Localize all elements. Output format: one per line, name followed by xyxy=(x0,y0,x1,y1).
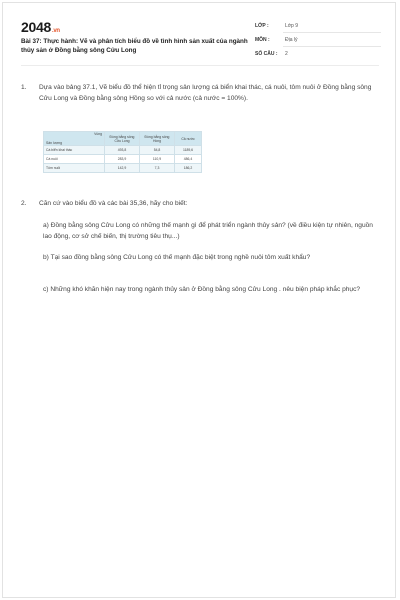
table-header-row xyxy=(44,132,202,146)
table-cell: 110,9 xyxy=(140,155,175,164)
data-table xyxy=(43,131,202,173)
meta-count-value: 2 xyxy=(285,51,288,57)
question-2-part-c: c) Những khó khăn hiện nay trong ngành thủy sản ở Đồng bằng sông Cửu Long . nêu biện pháp khắc phục? xyxy=(43,286,361,293)
table-cell: 493,8 xyxy=(105,146,140,155)
logo-tld: .vn xyxy=(51,28,60,34)
table-row xyxy=(44,164,202,173)
corner-bottom-label: Sản lượng xyxy=(46,141,62,145)
meta-class-value: Lớp 9 xyxy=(285,23,299,29)
table-cell: 142,9 xyxy=(105,164,140,173)
header-divider xyxy=(21,65,379,66)
table-row xyxy=(44,146,202,155)
question-1 xyxy=(21,83,381,104)
table-cell: 486,4 xyxy=(175,155,202,164)
meta-class xyxy=(255,19,381,33)
question-number: 2. xyxy=(21,200,27,207)
question-2-part-a: a) Đồng bằng sông Cửu Long có những thế mạnh gì để phát triển ngành thủy sản? (về điều kiện tự nhiên, nguồn lao động, cơ sở chế biến, thị trường tiêu thụ...) xyxy=(43,222,373,240)
table-corner-cell xyxy=(44,132,105,146)
question-2 xyxy=(21,199,381,210)
column-header: Đồng bằng sông Hồng xyxy=(140,132,175,146)
meta-class-label: LỚP : xyxy=(255,23,269,29)
table-cell: 54,8 xyxy=(140,146,175,155)
document-page xyxy=(2,2,396,598)
question-number: 1. xyxy=(21,84,27,91)
meta-subject-label: MÔN : xyxy=(255,37,270,43)
table-cell: 7,3 xyxy=(140,164,175,173)
logo-text: 2048 xyxy=(21,19,51,35)
row-label: Cá nuôi xyxy=(44,155,105,164)
corner-top-label: Vùng xyxy=(94,132,102,136)
question-text: Dựa vào bảng 37.1, Vẽ biểu đồ thể hiện tỉ trọng sản lượng cá biển khai thác, cá nuôi, tôm nuôi ở Đồng bằng sông Cửu Long và Đồng bằng sông Hồng so với cả nước (cả nước = 100%). xyxy=(39,84,372,102)
meta-subject-value: Địa lý xyxy=(285,37,298,43)
column-header: Đồng bằng sông Cửu Long xyxy=(105,132,140,146)
table-cell: 1189,6 xyxy=(175,146,202,155)
document-header xyxy=(3,3,395,63)
question-text: Căn cứ vào biểu đồ và các bài 35,36, hãy cho biết: xyxy=(39,200,188,207)
meta-subject xyxy=(255,33,381,47)
column-header: Cả nước xyxy=(175,132,202,146)
question-2-part-b: b) Tại sao đồng bằng sông Cửu Long có thế mạnh đặc biệt trong nghề nuôi tôm xuất khẩu? xyxy=(43,254,311,261)
lesson-title: Bài 37: Thực hành: Vẽ và phân tích biểu đồ về tình hình sản xuất của ngành thủy sản ở Đồng bằng sông Cửu Long xyxy=(21,38,248,54)
site-logo[interactable] xyxy=(21,19,60,35)
row-label: Cá biển khai thác xyxy=(44,146,105,155)
table-cell: 186,2 xyxy=(175,164,202,173)
meta-count xyxy=(255,47,381,61)
meta-count-label: SỐ CÂU : xyxy=(255,51,278,57)
row-label: Tôm nuôi xyxy=(44,164,105,173)
table-row xyxy=(44,155,202,164)
table-cell: 283,9 xyxy=(105,155,140,164)
